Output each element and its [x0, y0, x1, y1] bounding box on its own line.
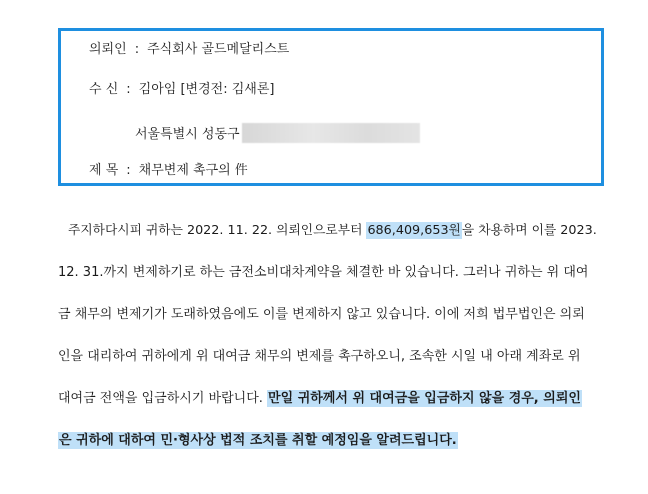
body-line-4: 인을 대리하여 귀하에게 위 대여금 채무의 변제를 촉구하오니, 조속한 시일 내 아래 계좌로 위 [58, 349, 581, 364]
requester-value: 주식회사 골드메달리스트 [147, 42, 290, 57]
requester-label: 의뢰인 [89, 42, 127, 57]
warning-highlight-2: 은 귀하에 대하여 민·형사상 법적 조치를 취할 예정임을 알려드립니다. [59, 433, 457, 448]
body-line-1-pre: 주지하다시피 귀하는 2022. 11. 22. 의뢰인으로부터 [68, 223, 367, 238]
letter-header-box [58, 28, 604, 186]
body-line-1 [68, 222, 597, 240]
loan-amount-highlight: 686,409,653원 [367, 223, 461, 238]
body-line-5 [58, 390, 582, 408]
recipient-label: 수 신 [89, 82, 119, 97]
subject-separator: : [126, 163, 131, 178]
requester-separator: : [134, 42, 140, 57]
subject-value: 채무변제 촉구의 件 [138, 163, 248, 178]
body-line-3: 금 채무의 변제기가 도래하였음에도 이를 변제하지 않고 있습니다. 이에 저희 법무법인은 의뢰 [58, 307, 585, 322]
address-line [135, 123, 420, 143]
subject-label: 제 목 [89, 163, 119, 178]
recipient-separator: : [126, 82, 131, 97]
requester-line [89, 42, 289, 58]
recipient-value: 김아임 [변경전: 김새론] [138, 82, 275, 97]
redacted-address-block [242, 123, 420, 143]
recipient-line [89, 82, 274, 98]
address-prefix: 서울특별시 성동구 [135, 127, 240, 142]
body-line-2: 12. 31.까지 변제하기로 하는 금전소비대차계약을 체결한 바 있습니다. 그러나 귀하는 위 대여 [58, 265, 589, 280]
warning-highlight-1: 만일 귀하께서 위 대여금을 입금하지 않을 경우, 의뢰인 [268, 391, 581, 406]
subject-line [89, 163, 248, 179]
body-line-1-post: 을 차용하며 이를 2023. [461, 223, 597, 238]
body-line-6 [58, 432, 458, 450]
body-line-5-pre: 대여금 전액을 입금하시기 바랍니다. [58, 391, 268, 406]
